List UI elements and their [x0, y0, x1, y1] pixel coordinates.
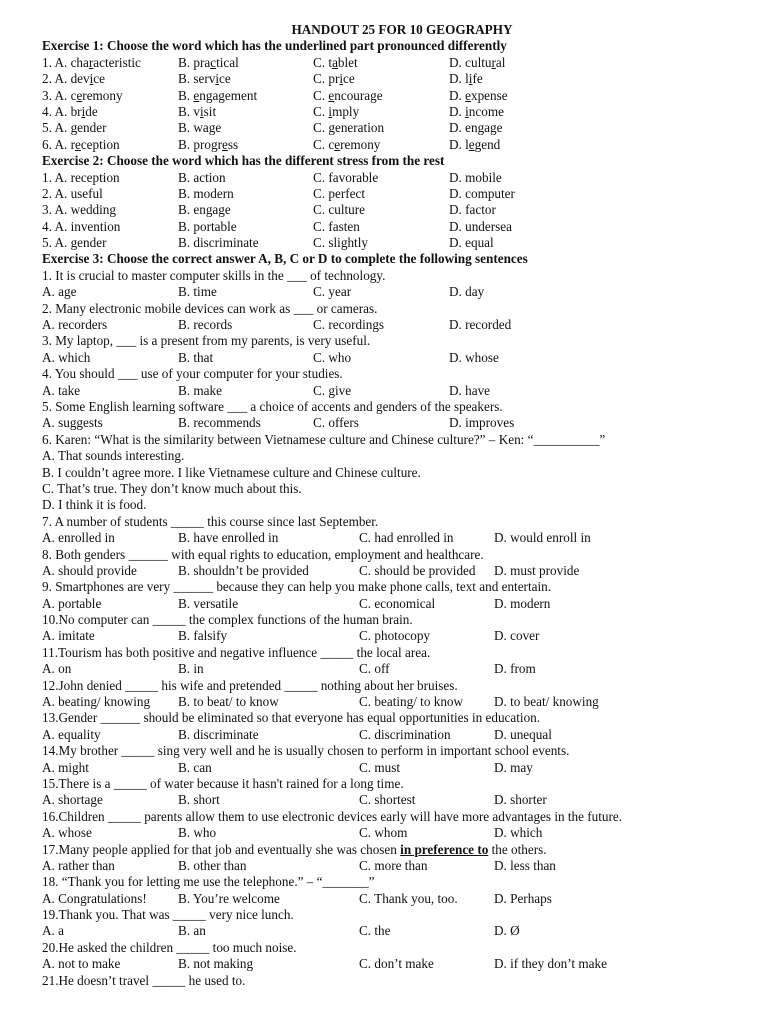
option-c: C. generation	[313, 120, 385, 136]
underlined-letter: e	[465, 87, 471, 103]
option-a: A. suggests	[42, 415, 103, 431]
option-a: 3. A. wedding	[42, 202, 116, 218]
option-c: C. give	[313, 382, 352, 398]
question-14: 14.My brother _____ sing very well and he is usually chosen to perform in important school events.	[42, 743, 570, 759]
option-d: D. would enroll in	[494, 530, 591, 546]
option-c: C. favorable	[313, 169, 379, 185]
option-c: C. economical	[359, 595, 436, 611]
exercise-1-item	[42, 120, 732, 136]
option-c: C. beating/ to know	[359, 694, 464, 710]
option-a: A. should provide	[42, 562, 137, 578]
option-b: B. who	[178, 825, 217, 841]
exercise-2-item	[42, 219, 732, 235]
option-d: D. Perhaps	[494, 890, 552, 906]
option-d: D. legend	[449, 136, 501, 152]
option-a: A. rather than	[42, 857, 115, 873]
option-c: C. more than	[359, 857, 428, 873]
option-b: B. time	[178, 284, 217, 300]
question-4-options	[42, 383, 732, 399]
question-13-options	[42, 727, 732, 743]
option-c: C. must	[359, 759, 401, 775]
underlined-letter: i	[328, 103, 333, 119]
option-a: 3. A. ceremony	[42, 87, 123, 103]
handout-document	[42, 22, 732, 989]
option-a: A. on	[42, 661, 72, 677]
option-d: D. expense	[449, 87, 508, 103]
option-a: A. beating/ knowing	[42, 694, 151, 710]
option-b: B. visit	[178, 103, 217, 119]
option-d: D. less than	[494, 857, 556, 873]
question-17	[42, 842, 732, 858]
option-a: A. Congratulations!	[42, 890, 147, 906]
question-2-options	[42, 317, 732, 333]
question-9: 9. Smartphones are very ______ because they can help you make phone calls, text and entertain.	[42, 579, 552, 595]
underlined-letter: g	[490, 120, 497, 136]
option-c: C. fasten	[313, 218, 360, 234]
option-a: A. equality	[42, 726, 101, 742]
option-a: 2. A. device	[42, 71, 106, 87]
option-b: B. portable	[178, 218, 237, 234]
underlined-letter: e	[74, 136, 81, 152]
underlined-letter: r	[88, 54, 94, 70]
option-b: B. engagement	[178, 87, 258, 103]
question-11: 11.Tourism has both positive and negative influence _____ the local area.	[42, 644, 431, 660]
option-b: B. modern	[178, 185, 234, 201]
option-d: D. mobile	[449, 169, 502, 185]
option-b: B. practical	[178, 54, 239, 70]
question-10: 10.No computer can _____ the complex functions of the human brain.	[42, 612, 413, 628]
underlined-letter: g	[208, 120, 216, 136]
option-b: B. falsify	[178, 628, 228, 644]
option-c: C. discrimination	[359, 726, 451, 742]
question-8-options	[42, 563, 732, 579]
question-3: 3. My laptop, ___ is a present from my parents, is very useful.	[42, 333, 371, 349]
option-c: C. the	[359, 923, 391, 939]
option-b: B. service	[178, 71, 231, 87]
option-d: D. equal	[449, 235, 494, 251]
option-d: D. life	[449, 71, 483, 87]
option-c: C. price	[313, 71, 355, 87]
underlined-letter: i	[468, 71, 473, 87]
exercise-1-item	[42, 71, 732, 87]
option-d: D. modern	[494, 595, 551, 611]
option-b: B. progress	[178, 136, 239, 152]
exercise-1-item	[42, 55, 732, 71]
option-a: A. not to make	[42, 956, 121, 972]
option-c: C. ceremony	[313, 136, 381, 152]
question-3-options	[42, 350, 732, 366]
question-2: 2. Many electronic mobile devices can work as ___ or cameras.	[42, 300, 378, 316]
option-b: B. You’re welcome	[178, 890, 280, 906]
option-c: C. That’s true. They don’t know much about this.	[42, 480, 302, 496]
option-a: A. That sounds interesting.	[42, 448, 185, 464]
option-c: C. don’t make	[359, 956, 434, 972]
option-d: D. cover	[494, 628, 540, 644]
underlined-letter: e	[193, 87, 200, 103]
exercise-2-rows	[42, 170, 732, 252]
option-b: B. that	[178, 349, 214, 365]
option-c: C. photocopy	[359, 628, 431, 644]
page-title: HANDOUT 25 FOR 10 GEOGRAPHY	[291, 22, 513, 37]
question-7-options	[42, 530, 732, 546]
underlined-letter: c	[210, 54, 217, 70]
question-21: 21.He doesn’t travel _____ he used to.	[42, 972, 246, 988]
option-b: B. shouldn’t be provided	[178, 562, 309, 578]
option-a: A. take	[42, 382, 81, 398]
question-17-options	[42, 858, 732, 874]
option-a: 1. A. reception	[42, 169, 120, 185]
underlined-letter: e	[334, 136, 341, 152]
option-b: B. other than	[178, 857, 247, 873]
exercise-2-item	[42, 170, 732, 186]
question-1-options	[42, 284, 732, 300]
option-b: B. in	[178, 661, 204, 677]
option-c: C. culture	[313, 202, 366, 218]
question-18-options	[42, 891, 732, 907]
underlined-letter: i	[199, 103, 204, 119]
option-a: A. recorders	[42, 317, 108, 333]
question-20-options	[42, 956, 732, 972]
question-12-options	[42, 694, 732, 710]
underlined-letter: i	[81, 103, 86, 119]
option-a: 6. A. reception	[42, 136, 120, 152]
underlined-letter: i	[465, 103, 469, 119]
question-16: 16.Children _____ parents allow them to use electronic devices early will have more advantages in the future.	[42, 808, 623, 824]
option-b: B. an	[178, 923, 206, 939]
option-c: C. who	[313, 349, 352, 365]
underlined-letter: g	[328, 120, 335, 136]
option-c: C. offers	[313, 415, 359, 431]
option-d: D. day	[449, 284, 485, 300]
option-b: B. engage	[178, 202, 231, 218]
question-20: 20.He asked the children _____ too much noise.	[42, 939, 297, 955]
option-d: D. have	[449, 382, 491, 398]
option-b: B. wage	[178, 120, 222, 136]
option-c: C. slightly	[313, 235, 368, 251]
question-19: 19.Thank you. That was _____ very nice lunch.	[42, 907, 294, 923]
option-a: 4. A. bride	[42, 103, 98, 119]
option-a: 4. A. invention	[42, 218, 121, 234]
option-a: A. enrolled in	[42, 530, 115, 546]
option-d: D. whose	[449, 349, 499, 365]
option-b: B. short	[178, 792, 220, 808]
question-17-text: 17.Many people applied for that job and eventually she was chosen	[42, 841, 401, 857]
question-18: 18. “Thank you for letting me use the telephone.” – “_______”	[42, 874, 375, 890]
option-b: B. have enrolled in	[178, 530, 279, 546]
underlined-letter: e	[328, 87, 335, 103]
option-d: D. I think it is food.	[42, 497, 147, 513]
option-a: 2. A. useful	[42, 185, 103, 201]
option-a: A. which	[42, 349, 91, 365]
option-d: D. factor	[449, 202, 496, 218]
option-b: B. to beat/ to know	[178, 694, 279, 710]
option-d: D. cultural	[449, 54, 506, 70]
option-c: C. perfect	[313, 185, 365, 201]
option-c: C. tablet	[313, 54, 358, 70]
option-d: D. improves	[449, 415, 515, 431]
option-d: D. shorter	[494, 792, 547, 808]
exercise-3-heading: Exercise 3: Choose the correct answer A, B, C or D to complete the following sentences	[42, 251, 528, 267]
option-b: B. discriminate	[178, 235, 259, 251]
option-a: A. whose	[42, 825, 92, 841]
option-d: D. income	[449, 103, 504, 119]
exercise-2-heading: Exercise 2: Choose the word which has the different stress from the rest	[42, 153, 445, 169]
option-a: A. shortage	[42, 792, 103, 808]
option-c: C. whom	[359, 825, 408, 841]
question-4: 4. You should ___ use of your computer for your studies.	[42, 366, 343, 382]
question-11-options	[42, 661, 732, 677]
underlined-letter: a	[332, 54, 338, 70]
question-5: 5. Some English learning software ___ a choice of accents and genders of the speakers.	[42, 398, 503, 414]
question-14-options	[42, 760, 732, 776]
question-8: 8. Both genders ______ with equal rights to education, employment and healthcare.	[42, 546, 484, 562]
exercise-2-item	[42, 186, 732, 202]
exercise-1-heading: Exercise 1: Choose the word which has the underlined part pronounced differently	[42, 38, 507, 54]
question-7: 7. A number of students _____ this course since last September.	[42, 513, 379, 529]
option-b: B. can	[178, 759, 212, 775]
option-d: D. computer	[449, 185, 515, 201]
option-a: A. might	[42, 759, 89, 775]
underlined-letter: e	[468, 136, 475, 152]
underlined-letter: i	[339, 71, 344, 87]
option-d: D. if they don’t make	[494, 956, 607, 972]
exercise-1-item	[42, 137, 732, 153]
option-d: D. from	[494, 661, 536, 677]
option-d: D. may	[494, 759, 533, 775]
option-d: D. unequal	[494, 726, 552, 742]
underlined-letter: r	[491, 54, 496, 70]
option-a: 1. A. characteristic	[42, 54, 141, 70]
question-17-text-end: the others.	[488, 841, 547, 857]
option-a: A. age	[42, 284, 77, 300]
option-b: B. versatile	[178, 595, 239, 611]
exercise-1-rows	[42, 55, 732, 153]
option-d: D. undersea	[449, 218, 512, 234]
option-c: C. encourage	[313, 87, 383, 103]
option-a: A. imitate	[42, 628, 95, 644]
option-c: C. Thank you, too.	[359, 890, 458, 906]
option-d: D. to beat/ knowing	[494, 694, 599, 710]
option-a: 5. A. gender	[42, 235, 107, 251]
underlined-letter: i	[89, 71, 94, 87]
question-10-options	[42, 628, 732, 644]
option-a: A. portable	[42, 595, 102, 611]
exercise-1-item	[42, 88, 732, 104]
option-d: D. which	[494, 825, 543, 841]
option-b: B. action	[178, 169, 226, 185]
option-c: C. off	[359, 661, 390, 677]
option-c: C. shortest	[359, 792, 416, 808]
option-b: B. recommends	[178, 415, 261, 431]
question-1: 1. It is crucial to master computer skills in the ___ of technology.	[42, 267, 386, 283]
option-b: B. records	[178, 317, 233, 333]
option-c: C. should be provided	[359, 562, 476, 578]
question-16-options	[42, 825, 732, 841]
option-b: B. discriminate	[178, 726, 259, 742]
option-c: C. had enrolled in	[359, 530, 454, 546]
underlined-letter: i	[215, 71, 220, 87]
question-6: 6. Karen: “What is the similarity between Vietnamese culture and Chinese culture?” – Ken: “__________”	[42, 431, 606, 447]
question-15-options	[42, 792, 732, 808]
option-d: D. Ø	[494, 923, 520, 939]
option-b: B. make	[178, 382, 222, 398]
question-13: 13.Gender ______ should be eliminated so that everyone has equal opportunities in education.	[42, 710, 541, 726]
option-a: A. a	[42, 923, 64, 939]
option-c: C. recordings	[313, 317, 385, 333]
exercise-1-item	[42, 104, 732, 120]
option-d: D. recorded	[449, 317, 512, 333]
option-d: D. engage	[449, 120, 503, 136]
option-a: 5. A. gender	[42, 120, 107, 136]
exercise-2-item	[42, 202, 732, 218]
option-d: D. must provide	[494, 562, 580, 578]
question-19-options	[42, 923, 732, 939]
option-c: C. year	[313, 284, 352, 300]
underlined-letter: e	[221, 136, 228, 152]
question-5-options	[42, 415, 732, 431]
question-17-highlight: in preference to	[400, 841, 489, 857]
option-b: B. not making	[178, 956, 254, 972]
option-b: B. I couldn’t agree more. I like Vietnamese culture and Chinese culture.	[42, 464, 421, 480]
underlined-letter: g	[70, 120, 78, 136]
question-9-options	[42, 596, 732, 612]
question-15: 15.There is a _____ of water because it hasn't rained for a long time.	[42, 775, 404, 791]
question-12: 12.John denied _____ his wife and pretended _____ nothing about her bruises.	[42, 677, 458, 693]
exercise-2-item	[42, 235, 732, 251]
underlined-letter: e	[76, 87, 83, 103]
option-c: C. imply	[313, 103, 360, 119]
